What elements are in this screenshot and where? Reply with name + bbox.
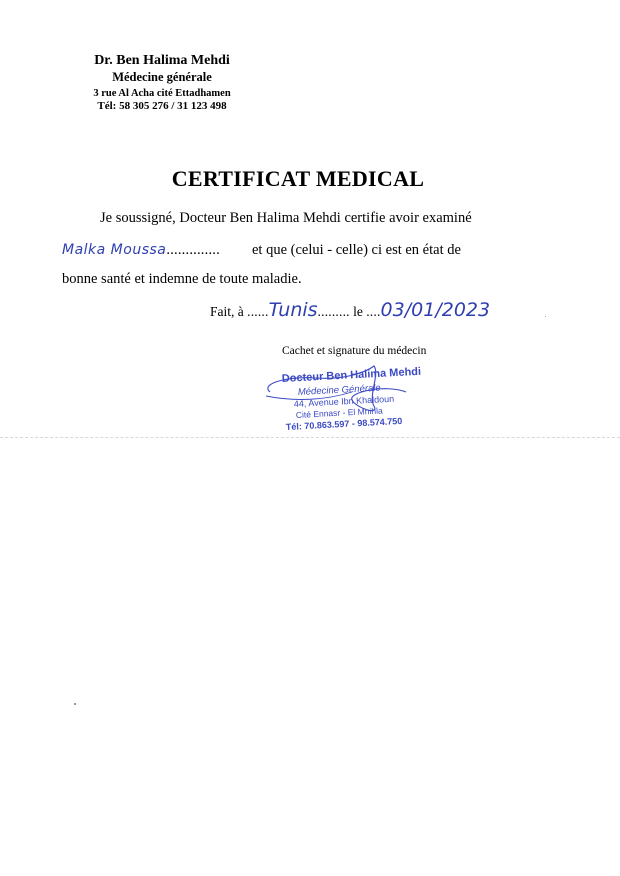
doctor-specialty: Médecine générale (112, 69, 212, 84)
scan-speck (74, 703, 76, 705)
date-year: 2023 (441, 299, 491, 321)
date-dots: .... (366, 304, 381, 319)
stamp-city: Cité Ennasr - El Mnihla (295, 405, 383, 420)
doctor-phone: Tél: 58 305 276 / 31 123 498 (97, 100, 227, 113)
fait-label: Fait, à (210, 304, 244, 319)
place-dots-after: ......... (317, 304, 350, 319)
doctor-header (62, 52, 262, 114)
scan-speck (545, 316, 546, 317)
patient-dots: .............. (166, 242, 220, 258)
stamp-name: Docteur Ben Halima Mehdi (281, 365, 422, 385)
date-sep-1: / (404, 299, 412, 321)
stamp-address: 44, Avenue Ibn Khaldoun (293, 393, 395, 409)
date-label: le (353, 304, 363, 319)
patient-name-handwritten: Malka Moussa (62, 242, 167, 258)
place-dots-before: ...... (247, 304, 269, 319)
stamp-specialty: Médecine Générale (297, 382, 381, 398)
date-month: 01 (411, 299, 436, 321)
body-line-1: Je soussigné, Docteur Ben Halima Mehdi certifie avoir examiné (100, 210, 472, 226)
certificate-title: CERTIFICAT MEDICAL (171, 166, 425, 191)
body-line-3: bonne santé et indemne de toute maladie. (62, 271, 302, 287)
doctor-stamp (256, 362, 436, 432)
place-handwritten: Tunis (268, 299, 318, 321)
cachet-caption: Cachet et signature du médecin (282, 345, 427, 357)
body-line-2 (62, 243, 220, 258)
date-day: 03 (380, 299, 405, 321)
stamp-phone: Tél: 70.863.597 - 98.574.750 (285, 415, 403, 432)
doctor-name: Dr. Ben Halima Mehdi (94, 53, 230, 68)
body-line-2-rest: et que (celui - celle) ci est en état de (252, 242, 461, 258)
scan-line (0, 437, 620, 438)
doctor-address: 3 rue Al Acha cité Ettadhamen (93, 88, 231, 100)
place-date-line (210, 301, 490, 320)
date-sep-2: / (435, 299, 442, 321)
